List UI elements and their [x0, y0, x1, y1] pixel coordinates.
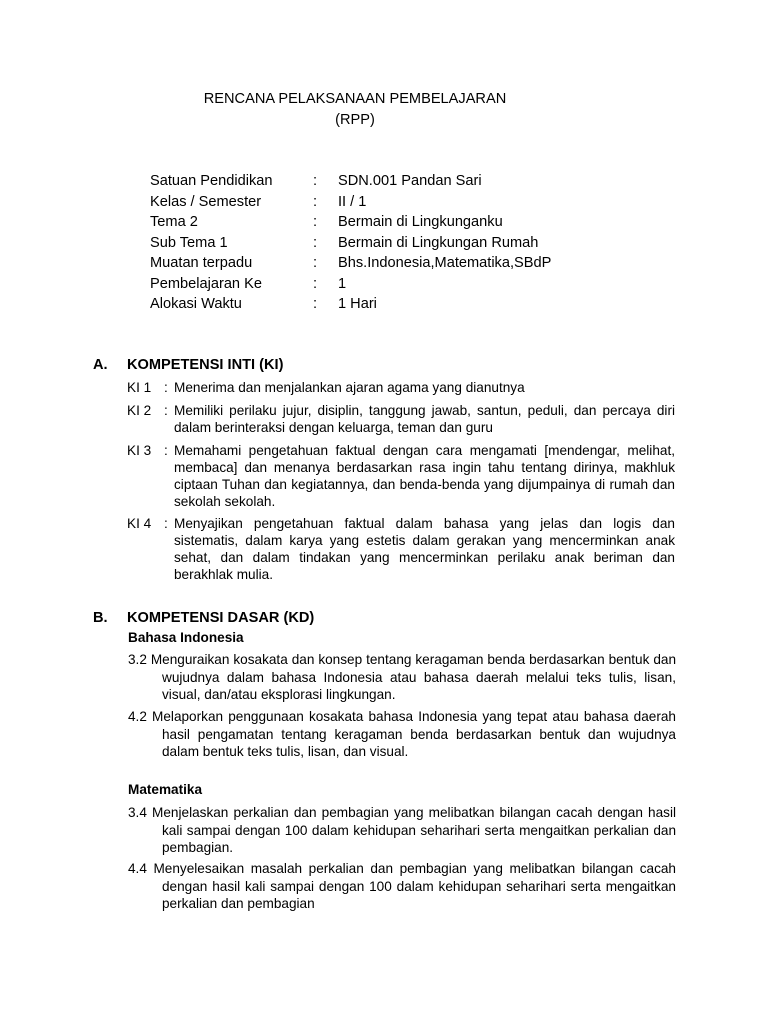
kd-item: [128, 708, 676, 761]
identity-value: II / 1: [338, 193, 367, 210]
kd-item: [128, 860, 676, 913]
section-b-title: KOMPETENSI DASAR (KD): [127, 610, 315, 626]
identity-label: Tema 2: [150, 214, 198, 230]
kd-text: 3.4 Menjelaskan perkalian dan pembagian yang melibatkan bilangan cacah dengan hasil kali sampai dengan 100 dalam kehidupan seharihari serta mengaitkan perkalian dan pembagian.: [128, 805, 676, 855]
identity-label: Satuan Pendidikan: [150, 173, 273, 189]
identity-value: Bhs.Indonesia,Matematika,SBdP: [338, 255, 552, 271]
ki-text: Menerima dan menjalankan ajaran agama yang dianutnya: [174, 380, 525, 395]
ki-colon: :: [164, 443, 168, 458]
identity-colon: :: [313, 193, 318, 210]
ki-text: Menyajikan pengetahuan faktual dalam bahasa yang jelas dan logis dan sistematis, dalam karya yang estetis dalam gerakan yang mencerminkan anak sehat, dan dalam tindakan yang mencerminkan perilaku anak beriman dan berakhlak mulia.: [174, 516, 675, 582]
section-b-letter: B.: [93, 610, 108, 626]
ki-item: [127, 402, 675, 436]
kd-text: 3.2 Menguraikan kosakata dan konsep tentang keragaman benda berdasarkan bentuk dan wujudnya dalam bahasa Indonesia atau bahasa daerah melalui teks tulis, lisan, visual, dan/atau eksplorasi lingkungan.: [128, 652, 676, 702]
kd-item: [128, 804, 676, 857]
identity-value: Bermain di Lingkunganku: [338, 214, 503, 230]
section-a-title: KOMPETENSI INTI (KI): [127, 357, 284, 373]
identity-value: 1 Hari: [338, 296, 377, 312]
document-title: RENCANA PELAKSANAAN PEMBELAJARAN: [203, 91, 507, 107]
identity-colon: :: [313, 234, 318, 251]
ki-colon: :: [164, 403, 168, 418]
ki-item: [127, 379, 675, 396]
identity-label: Sub Tema 1: [150, 234, 228, 251]
identity-label: Kelas / Semester: [150, 193, 262, 210]
identity-colon: :: [313, 255, 318, 271]
identity-colon: :: [313, 296, 318, 312]
identity-colon: :: [313, 173, 318, 189]
subject-heading: Bahasa Indonesia: [128, 630, 244, 645]
kd-text: 4.4 Menyelesaikan masalah perkalian dan pembagian yang melibatkan bilangan cacah dengan hasil kali sampai dengan 100 dalam kehidupan seharihari serta mengaitkan perkalian dan pembagian: [128, 861, 676, 911]
ki-code: KI 1: [127, 380, 152, 395]
identity-value: Bermain di Lingkungan Rumah: [338, 234, 539, 251]
ki-text: Memiliki perilaku jujur, disiplin, tanggung jawab, santun, peduli, dan percaya diri dalam berinteraksi dengan keluarga, teman dan guru: [174, 403, 675, 435]
ki-colon: :: [164, 516, 168, 531]
identity-value: SDN.001 Pandan Sari: [338, 173, 482, 189]
document-subtitle: (RPP): [335, 112, 375, 128]
ki-code: KI 2: [127, 403, 152, 418]
ki-text: Memahami pengetahuan faktual dengan cara mengamati [mendengar, melihat, membaca] dan menanya berdasarkan rasa ingin tahu tentang dirinya, makhluk ciptaan Tuhan dan kegiatannya, dan benda-benda yang dijumpainya di rumah dan sekolah sekolah.: [174, 443, 675, 509]
identity-value: 1: [338, 275, 347, 292]
ki-colon: :: [164, 380, 168, 395]
kd-text: 4.2 Melaporkan penggunaan kosakata bahasa Indonesia yang tepat atau bahasa daerah hasil pengamatan tentang keragaman benda berdasarkan bentuk dan wujudnya dalam bentuk teks tulis, lisan, dan visual.: [128, 709, 676, 759]
ki-code: KI 3: [127, 443, 152, 458]
ki-code: KI 4: [127, 516, 152, 531]
identity-label: Pembelajaran Ke: [150, 275, 262, 292]
ki-item: [127, 515, 675, 583]
identity-colon: :: [313, 214, 318, 230]
identity-label: Alokasi Waktu: [150, 296, 242, 312]
identity-colon: :: [313, 275, 318, 292]
kd-item: [128, 651, 676, 704]
ki-item: [127, 442, 675, 510]
section-a-letter: A.: [93, 357, 108, 373]
identity-label: Muatan terpadu: [150, 255, 253, 271]
subject-heading: Matematika: [128, 782, 203, 797]
